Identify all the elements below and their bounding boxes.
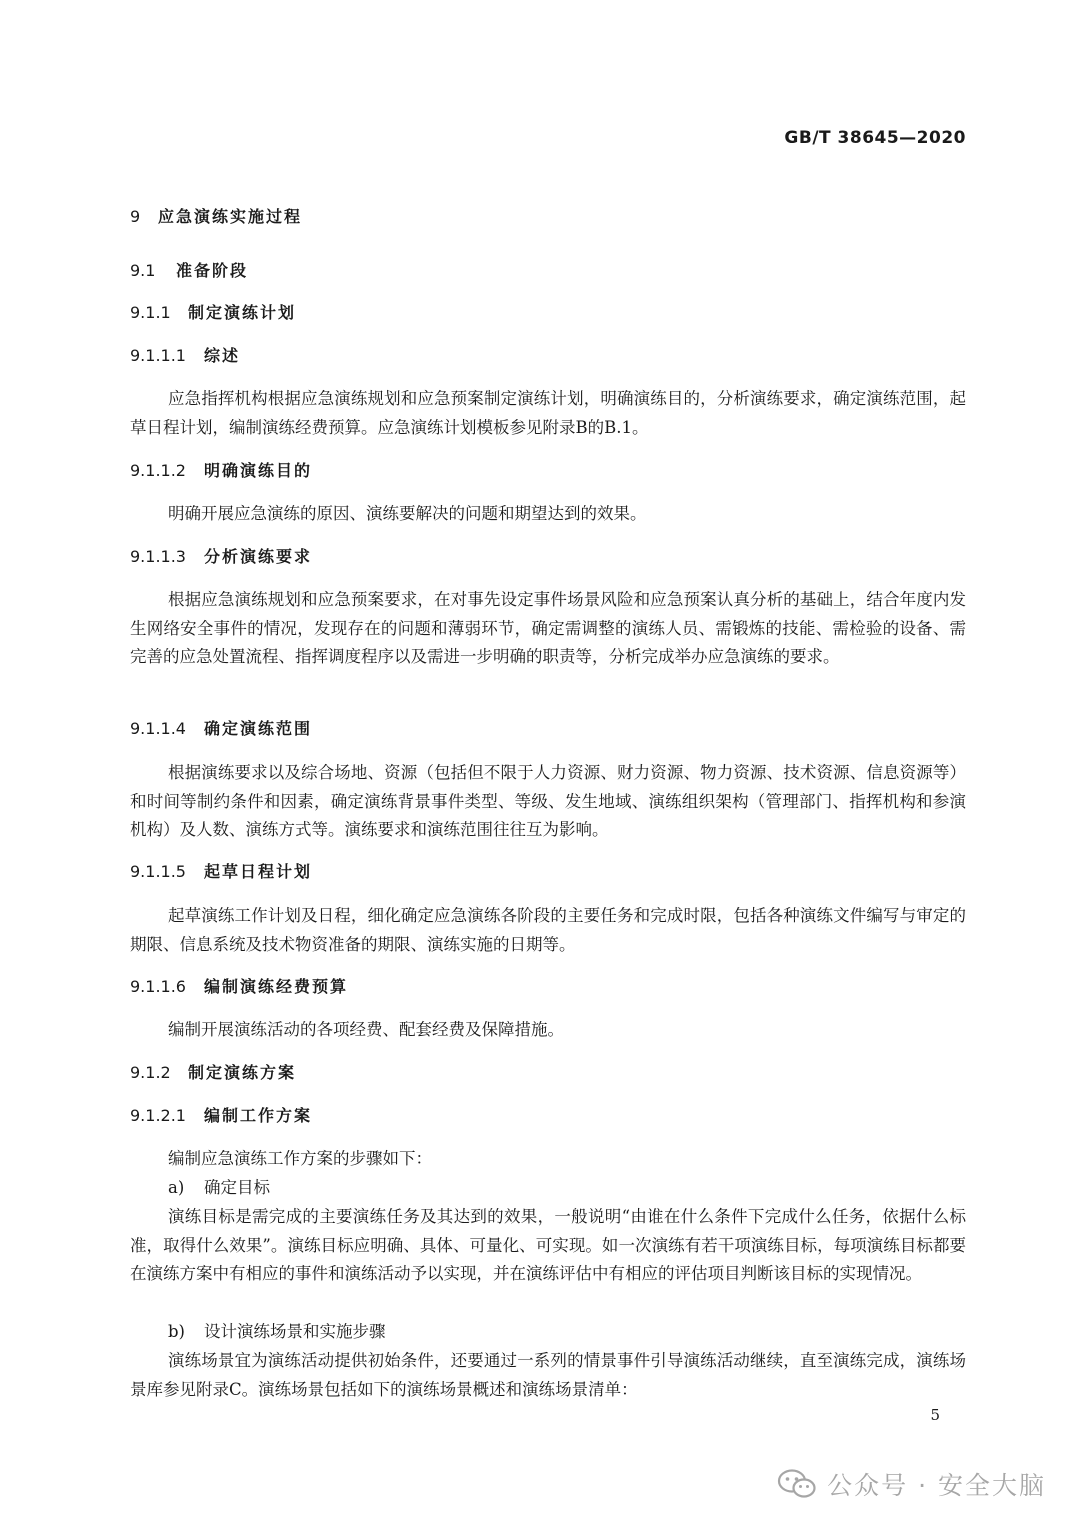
paragraph-overview: 应急指挥机构根据应急演练规划和应急预案制定演练计划，明确演练目的，分析演练要求，确定演练范围，起草日程计划，编制演练经费预算。应急演练计划模板参见附录B的B.1。 [130,389,966,437]
section-title: 综述 [204,346,241,365]
section-heading-9 [130,206,302,228]
paragraph-purpose: 明确开展应急演练的原因、演练要解决的问题和期望达到的效果。 [168,504,647,523]
paragraph-goal-detail: 演练目标是需完成的主要演练任务及其达到的效果，一般说明“由谁在什么条件下完成什么任务，依据什么标准，取得什么效果”。演练目标应明确、具体、可量化、可实现。如一次演练有若干项演练目标，每项演练目标都要在演练方案中有相应的事件和演练活动予以实现，并在演练评估中有相应的评估项目判断该目标的实现情况。 [130,1207,966,1283]
section-title: 制定演练计划 [188,303,297,322]
paragraph-requirements: 根据应急演练规划和应急预案要求，在对事先设定事件场景风险和应急预案认真分析的基础上，结合年度内发生网络安全事件的情况，发现存在的问题和薄弱环节，确定需调整的演练人员、需锻炼的技能、需检验的设备、需完善的应急处置流程、指挥调度程序以及需进一步明确的职责等，分析完成举办应急演练的要求。 [130,590,966,666]
wechat-icon [777,1469,817,1499]
list-item-text: 确定目标 [204,1178,270,1197]
section-number: 9.1.1.6 [130,977,186,996]
page-number: 5 [930,1406,940,1424]
section-number: 9.1.1.3 [130,547,186,566]
list-item-b [168,1318,948,1347]
section-number: 9.1.2.1 [130,1106,186,1125]
section-heading-9-1 [130,260,248,282]
section-number: 9.1.1.4 [130,719,186,738]
section-title: 编制工作方案 [204,1106,313,1125]
section-heading-9-1-1-4 [130,718,312,740]
section-heading-9-1-2 [130,1062,296,1084]
section-title: 编制演练经费预算 [204,977,349,996]
watermark-text: 公众号 · 安全大脑 [827,1471,1046,1500]
section-title: 确定演练范围 [204,719,313,738]
section-title: 明确演练目的 [204,461,313,480]
section-number: 9.1.1 [130,303,171,322]
section-heading-9-1-2-1 [130,1105,312,1127]
section-title: 制定演练方案 [188,1063,297,1082]
paragraph-schedule: 起草演练工作计划及日程，细化确定应急演练各阶段的主要任务和完成时限，包括各种演练文件编写与审定的期限、信息系统及技术物资准备的期限、演练实施的日期等。 [130,906,966,954]
list-item-label: b) [168,1322,185,1341]
paragraph-steps-intro: 编制应急演练工作方案的步骤如下： [168,1149,432,1168]
section-heading-9-1-1 [130,302,296,324]
section-title: 应急演练实施过程 [158,207,303,226]
list-item-text: 设计演练场景和实施步骤 [204,1322,386,1341]
section-heading-9-1-1-5 [130,861,312,883]
paragraph-scope: 根据演练要求以及综合场地、资源（包括但不限于人力资源、财力资源、物力资源、技术资源、信息资源等）和时间等制约条件和因素，确定演练背景事件类型、等级、发生地域、演练组织架构（管理部门、指挥机构和参演机构）及人数、演练方式等。演练要求和演练范围往往互为影响。 [130,763,966,839]
section-number: 9 [130,207,141,226]
section-number: 9.1.1.5 [130,862,186,881]
section-number: 9.1.1.1 [130,346,186,365]
list-item-label: a) [168,1178,185,1197]
section-number: 9.1.1.2 [130,461,186,480]
list-item-a [168,1174,948,1203]
paragraph-budget: 编制开展演练活动的各项经费、配套经费及保障措施。 [168,1020,564,1039]
section-heading-9-1-1-6 [130,976,348,998]
paragraph-scene-detail: 演练场景宜为演练活动提供初始条件，还要通过一系列的情景事件引导演练活动继续，直至演练完成，演练场景库参见附录C。演练场景包括如下的演练场景概述和演练场景清单： [130,1351,966,1399]
section-heading-9-1-1-1 [130,345,240,367]
section-heading-9-1-1-3 [130,546,312,568]
section-title: 准备阶段 [176,261,249,280]
section-number: 9.1 [130,261,156,280]
watermark [777,1466,1046,1502]
section-heading-9-1-1-2 [130,460,312,482]
standard-code: GB/T 38645—2020 [784,128,966,148]
section-title: 起草日程计划 [204,862,313,881]
section-number: 9.1.2 [130,1063,171,1082]
section-title: 分析演练要求 [204,547,313,566]
